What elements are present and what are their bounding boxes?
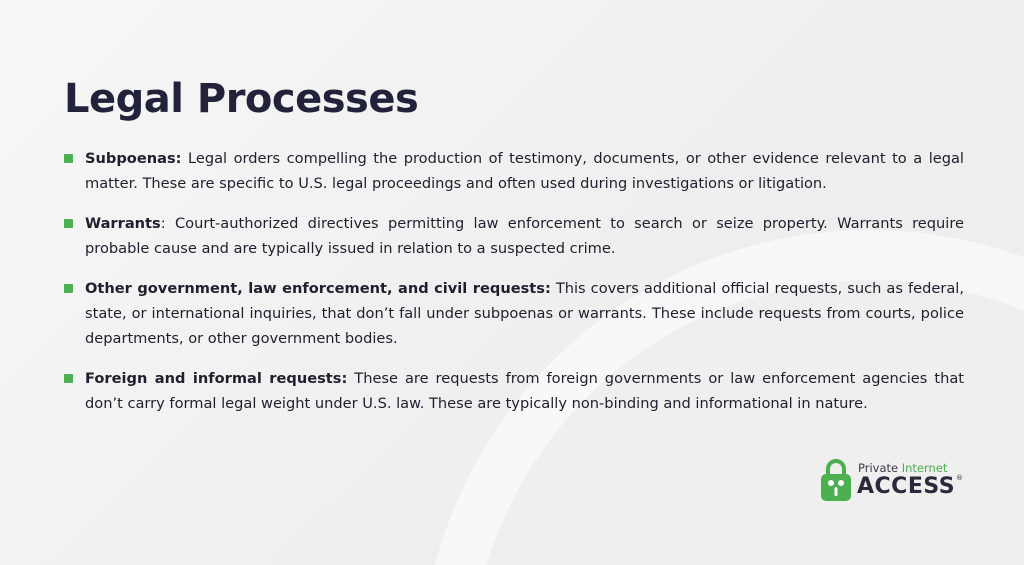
item-term: Warrants: [85, 215, 161, 232]
item-description: These are requests from foreign governments or law enforcement agencies that don’t carry formal legal weight under U.S. law. These are typically non-binding and informational in nature.: [85, 370, 964, 412]
item-term: Subpoenas:: [85, 150, 182, 167]
logo-word-internet: Internet: [901, 461, 948, 475]
list-item-warrants: [64, 211, 964, 261]
logo-word-access: ACCESS: [857, 474, 956, 499]
list-item-other-requests: [64, 276, 964, 351]
list-item-subpoenas: [64, 146, 964, 196]
bullet-icon: [64, 284, 73, 293]
registered-mark: ®: [956, 474, 964, 482]
item-description: : Court-authorized directives permitting law enforcement to search or seize property. Warrants require probable cause and are typically issued in relation to a suspected crime.: [85, 215, 964, 257]
logo-wordmark-top: [858, 461, 947, 475]
list-item-foreign-requests: [64, 366, 964, 416]
bullet-icon: [64, 154, 73, 163]
logo-wordmark-main: [857, 474, 964, 499]
logo-word-private: Private: [858, 461, 899, 475]
brand-logo: [820, 458, 970, 504]
page-title: Legal Processes: [64, 76, 419, 122]
bullet-icon: [64, 374, 73, 383]
item-description: Legal orders compelling the production of testimony, documents, or other evidence relevant to a legal matter. These are specific to U.S. legal proceedings and often used during investigations or litigation.: [85, 150, 964, 192]
legal-process-list: [64, 146, 964, 416]
slide-content: [64, 74, 964, 431]
bullet-icon: [64, 219, 73, 228]
item-description: This covers additional official requests, such as federal, state, or international inquiries, that don’t fall under subpoenas or warrants. These include requests from courts, police departments, or other government bodies.: [85, 280, 964, 347]
item-term: Foreign and informal requests:: [85, 370, 348, 387]
padlock-robot-icon: [820, 458, 852, 502]
item-term: Other government, law enforcement, and civil requests:: [85, 280, 551, 297]
